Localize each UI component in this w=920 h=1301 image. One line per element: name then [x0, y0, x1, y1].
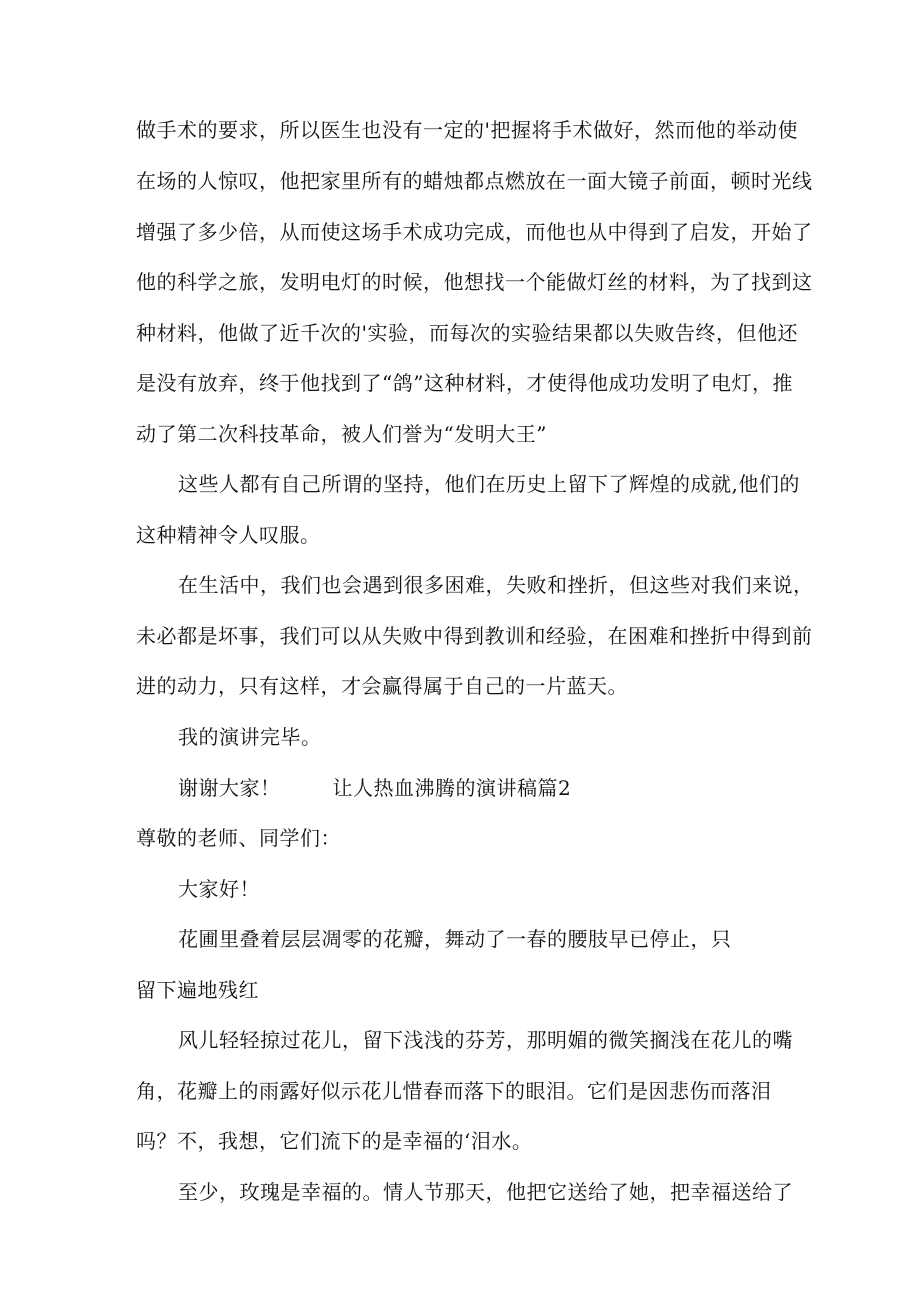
text-line: 是没有放弃，终于他找到了“鸽”这种材料，才使得他成功发明了电灯，推 — [136, 371, 793, 395]
text-line: 动了第二次科技革命，被人们誉为“发明大王” — [136, 422, 547, 446]
text-line: 他的科学之旅，发明电灯的时候，他想找一个能做灯丝的材料，为了找到这 — [136, 270, 813, 294]
paragraph-first-line: 这些人都有自己所谓的坚持，他们在历史上留下了辉煌的成就,他们的 — [178, 472, 800, 496]
text-line: 种材料，他做了近千次的'实验，而每次的实验结果都以失败告终，但他还 — [136, 321, 798, 345]
text-line: 进的动力，只有这样，才会赢得属于自己的一片蓝天。 — [136, 674, 628, 698]
text-line: 在场的人惊叹，他把家里所有的蜡烛都点燃放在一面大镜子前面，顿时光线 — [136, 169, 813, 193]
text-line: 增强了多少倍，从而使这场手术成功完成，而他也从中得到了启发，开始了 — [136, 220, 813, 244]
paragraph-first-line: 至少，玫瑰是幸福的。情人节那天，他把它送给了她，把幸福送给了 — [178, 1180, 793, 1204]
paragraph-first-line: 风儿轻轻掠过花儿，留下浅浅的芬芳，那明媚的微笑搁浅在花儿的嘴 — [178, 1028, 793, 1052]
salutation: 尊敬的老师、同学们： — [136, 826, 341, 850]
text-line: 未必都是坏事，我们可以从失败中得到教训和经验，在困难和挫折中得到前 — [136, 624, 813, 648]
text-line: 这种精神令人叹服。 — [136, 523, 321, 547]
thanks-and-heading-line — [178, 773, 571, 803]
text-line: 留下遍地残红 — [136, 978, 259, 1002]
section-heading: 让人热血沸腾的演讲稿篇2 — [332, 776, 572, 800]
greeting: 大家好！ — [178, 877, 260, 901]
closing-line: 我的演讲完毕。 — [178, 725, 322, 749]
text-line: 做手术的要求，所以医生也没有一定的'把握将手术做好，然而他的举动使 — [136, 118, 798, 142]
paragraph-first-line: 在生活中，我们也会遇到很多困难，失败和挫折，但这些对我们来说， — [178, 573, 814, 597]
text-line: 吗？不，我想，它们流下的是幸福的‘泪水。 — [136, 1129, 533, 1153]
thanks-text: 谢谢大家！ — [178, 776, 281, 800]
paragraph-first-line: 花圃里叠着层层凋零的花瓣，舞动了一春的腰肢早已停止，只 — [178, 927, 732, 951]
text-line: 角，花瓣上的雨露好似示花儿惜春而落下的眼泪。它们是因悲伤而落泪 — [136, 1079, 772, 1103]
